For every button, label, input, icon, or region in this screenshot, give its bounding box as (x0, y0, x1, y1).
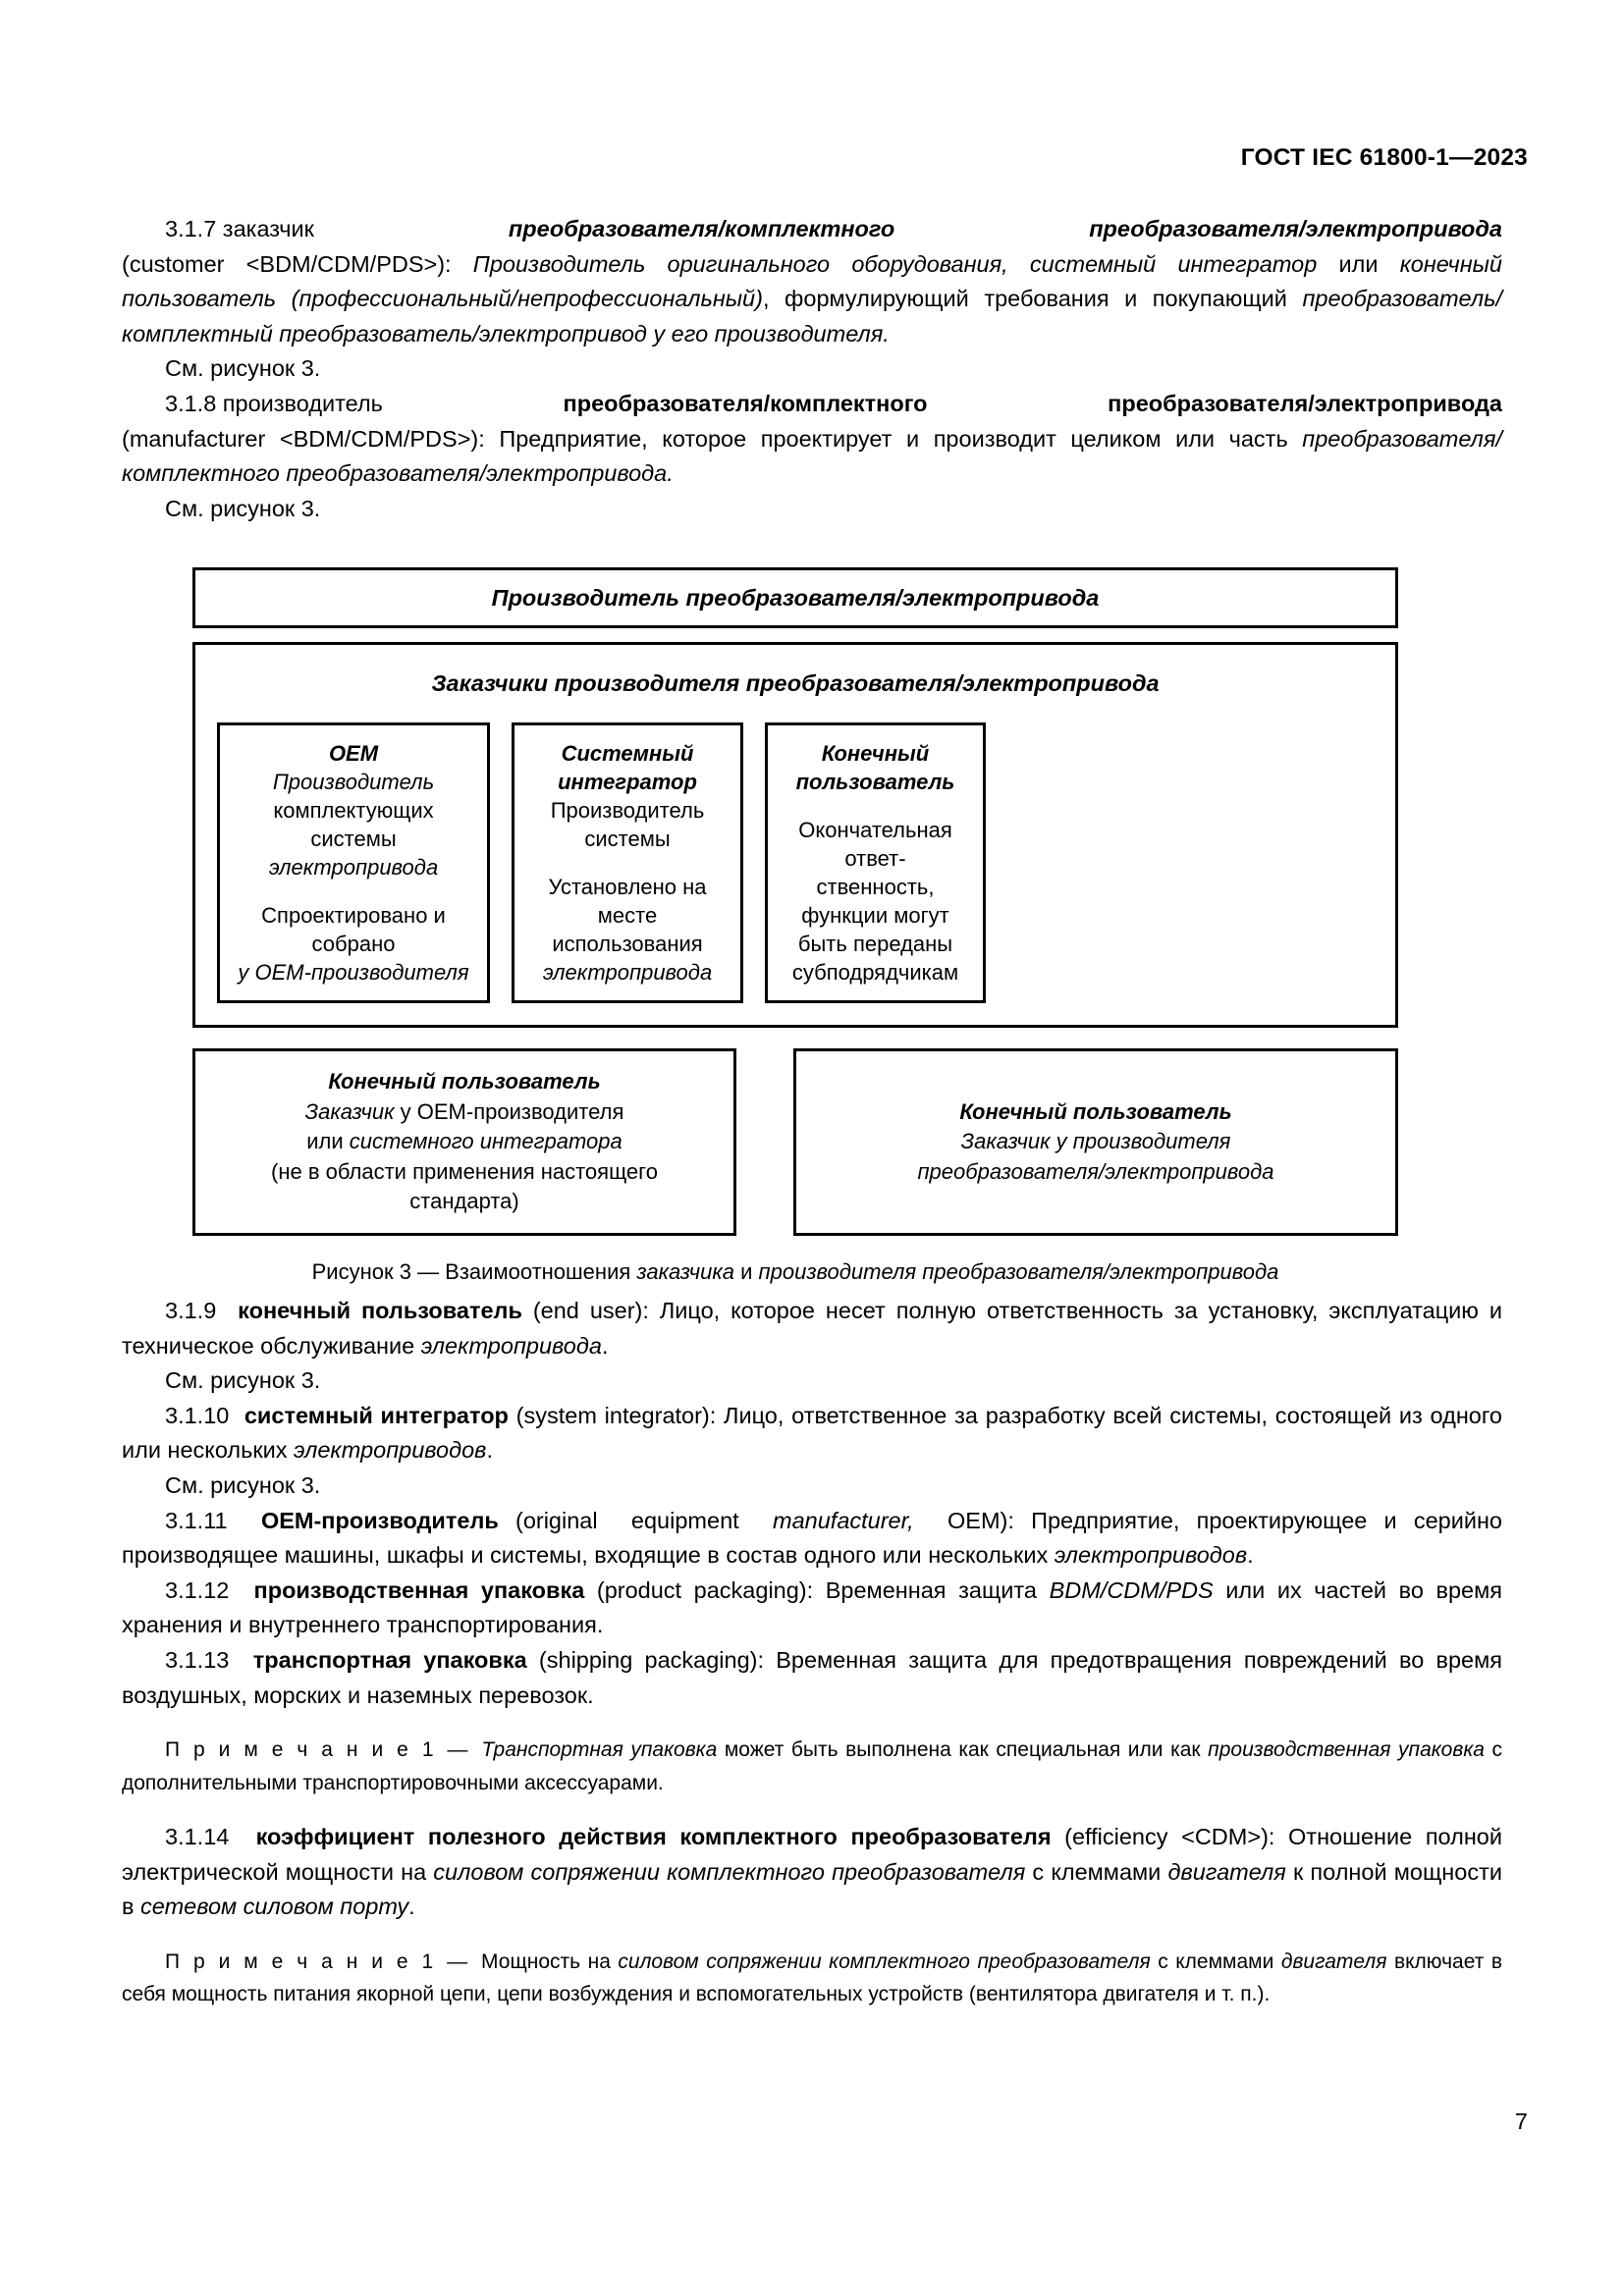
definition-term-3-1-14: коэффициент полезного действия комплектного преобразователя (255, 1823, 1052, 1849)
figure-bb1-line2 (207, 1127, 722, 1157)
definition-number-3-1-10: 3.1.10 (165, 1402, 230, 1428)
figure-bb1-head: Конечный пользователь (328, 1069, 601, 1094)
figure-bb1-line2-plain: или (306, 1129, 350, 1153)
figure-col-eu-bottom4: субподрядчикам (791, 960, 959, 985)
figure-box-manufacturer (192, 567, 1398, 628)
figure-caption-italic-2: производителя преобразователя/электропривода (758, 1258, 1279, 1284)
figure-col-eu-bottom3: быть переданы (797, 932, 953, 956)
note-1-label: П р и м е ч а н и е 1 — (165, 1738, 482, 1762)
figure-bottom-row (192, 1048, 1398, 1236)
figure-col-oem-spacer (230, 881, 477, 901)
figure-col-eu-head2: пользователь (795, 770, 955, 794)
see-figure-ref-3-1-8: См. рисунок 3. (165, 495, 321, 521)
figure-bb1-line1-italic: Заказчик (304, 1098, 395, 1124)
figure-col-oem (217, 722, 490, 1003)
see-figure-ref-3-1-10: См. рисунок 3. (165, 1471, 321, 1498)
figure-box-end-user-manufacturer (793, 1048, 1398, 1236)
figure-bb1-line3: (не в области применения настоящего (271, 1158, 658, 1184)
figure-col-si-spacer (524, 853, 731, 873)
definition-3-1-13: 3.1.13 транспортная упаковка (shipping packaging): Временная защита для предотвращения повреждений во время воздушных, морских и наземных перевозок. (122, 1646, 1502, 1708)
figure-3-caption (192, 1257, 1398, 1287)
figure-bb2-head: Конечный пользователь (959, 1098, 1232, 1124)
figure-bb1-line2-italic: системного интегратора (349, 1129, 623, 1153)
figure-col-si-head2: интегратор (558, 770, 697, 794)
definition-3-1-10: 3.1.10 системный интегратор (system integrator): Лицо, ответственное за разработку всей системы, состоящей из одного или нескольких электроприводов. (122, 1402, 1502, 1464)
definition-number-3-1-11: 3.1.11 (165, 1507, 228, 1533)
figure-bb1-line1-rest: у OEM-производителя (394, 1098, 624, 1124)
text-block-after-figure (122, 1294, 1502, 2011)
figure-col-end-user (765, 722, 986, 1003)
figure-col-oem-mid1: Производитель (272, 770, 435, 794)
figure-col-oem-bottom2: у OEM-производителя (238, 960, 469, 985)
definition-3-1-14: 3.1.14 коэффициент полезного действия комплектного преобразователя (efficiency <CDM>): Отношение полной электрической мощности на силовом сопряжении комплектного преобразователя с клеммами двигателя к полной мощности в сетевом силовом порту. (122, 1823, 1502, 1920)
definition-3-1-12: 3.1.12 производственная упаковка (product packaging): Временная защита BDM/CDM/PDS или их частей во время хранения и внутреннего транспортирования. (122, 1576, 1503, 1638)
definition-title-3-1-7 (122, 212, 1502, 247)
figure-col-si-mid1: Производитель (550, 798, 705, 823)
figure-col-eu-bottom2: ственность, функции могут (801, 875, 949, 928)
note-1-efficiency: П р и м е ч а н и е 1 — Мощность на силовом сопряжении комплектного преобразователя с клеммами двигателя включает в себя мощность питания якорной цепи, цепи возбуждения и вспомогательных устройств (вентилятора двигателя и т. п.). (122, 1949, 1503, 2006)
figure-3 (192, 567, 1398, 1287)
figure-col-si-bottom1: Установлено на месте (548, 875, 707, 928)
definition-body-3-1-7: (customer <BDM/CDM/PDS>): Производитель оригинального оборудования, системный интегратор или конечный пользователь (профессиональный/непрофессиональный), формулирующий требования и покупающий преобразователь/комплектный преобразователь/электропривод у его производителя. (122, 250, 1502, 347)
figure-col-si-bottom2: использования (552, 932, 703, 956)
definition-title-3-1-8 (122, 387, 1502, 422)
figure-col-system-integrator (512, 722, 743, 1003)
figure-bb2-line1: Заказчик у производителя (960, 1129, 1231, 1153)
definition-term-3-1-9: конечный пользователь (238, 1298, 522, 1323)
figure-customers-group-title: Заказчики производителя преобразователя/электропривода (431, 670, 1160, 696)
note-1-packaging: П р и м е ч а н и е 1 — Транспортная упаковка может быть выполнена как специальная или как производственная упаковка с дополнительными транспортировочными аксессуарами. (122, 1738, 1502, 1794)
figure-col-si-head1: Системный (561, 741, 694, 766)
definition-3-1-11: 3.1.11 OEM-производитель (original equipment manufacturer, OEM): Предприятие, проектирующее и серийно производящее машины, шкафы и системы, входящие в состав одного или нескольких электроприводов. (122, 1507, 1503, 1569)
definition-number-3-1-7: 3.1.7 заказчик (165, 216, 314, 241)
note-spacer-1 (122, 1713, 1502, 1734)
definition-3-1-9: 3.1.9 конечный пользователь (end user): Лицо, которое несет полную ответственность за установку, эксплуатацию и техническое обслуживание электропривода. (122, 1298, 1502, 1359)
definition-term-3-1-12: производственная упаковка (253, 1576, 585, 1603)
figure-col-eu-bottom1: Окончательная ответ- (798, 818, 952, 871)
figure-caption-mid: и (733, 1258, 759, 1284)
figure-col-oem-bottom1: Спроектировано и собрано (261, 903, 446, 956)
page-number: 7 (1514, 2109, 1528, 2134)
note-spacer-3 (122, 1925, 1502, 1946)
figure-col-oem-head: OEM (328, 741, 379, 766)
figure-col-eu-head1: Конечный (821, 741, 930, 766)
figure-box-end-user-oem (192, 1048, 736, 1236)
figure-bb2-line2: преобразователя/электропривода (917, 1158, 1274, 1184)
definition-term-tail-a-3-1-7: преобразователя/комплектного (508, 216, 895, 241)
definition-number-3-1-8: 3.1.8 производитель (165, 390, 383, 416)
see-figure-ref-3-1-7: См. рисунок 3. (165, 355, 321, 382)
definition-term-3-1-13: транспортная упаковка (252, 1646, 527, 1673)
definition-number-3-1-14: 3.1.14 (165, 1823, 230, 1849)
definition-term-tail-b-3-1-8: преобразователя/электропривода (1108, 390, 1502, 416)
figure-col-si-bottom3: электропривода (542, 960, 713, 985)
figure-box-manufacturer-label: Производитель преобразователя/электропривода (491, 584, 1100, 611)
figure-col-oem-mid3: электропривода (268, 855, 439, 880)
figure-bb1-line1 (207, 1097, 722, 1128)
definition-term-3-1-11: OEM-производитель (260, 1507, 499, 1533)
figure-customer-columns (217, 722, 1374, 1003)
definition-body-3-1-8: (manufacturer <BDM/CDM/PDS>): Предприятие, которое проектирует и производит целиком или часть преобразователя/комплектного преобразователя/электропривода. (122, 425, 1502, 487)
note-spacer-2 (122, 1799, 1502, 1820)
definition-term-tail-a-3-1-8: преобразователя/комплектного (563, 390, 928, 416)
text-block-before-figure (122, 212, 1502, 526)
figure-caption-italic-1: заказчика (636, 1258, 734, 1284)
figure-col-si-mid2: системы (584, 827, 671, 851)
definition-term-3-1-10: системный интегратор (244, 1402, 509, 1428)
figure-box-customers-group (192, 642, 1398, 1028)
figure-bb1-line4: стандарта) (409, 1189, 519, 1213)
definition-term-tail-b-3-1-7: преобразователя/электропривода (1089, 216, 1502, 241)
figure-col-eu-spacer (778, 796, 973, 816)
note-2-label: П р и м е ч а н и е 1 — (165, 1949, 482, 1973)
page-header-standard-title: ГОСТ IEC 61800-1—2023 (1240, 144, 1528, 171)
see-figure-ref-3-1-9: См. рисунок 3. (165, 1367, 321, 1394)
definition-number-3-1-9: 3.1.9 (165, 1298, 217, 1323)
definition-number-3-1-12: 3.1.12 (165, 1576, 230, 1603)
figure-caption-prefix: Рисунок 3 — Взаимоотношения (311, 1258, 637, 1284)
figure-col-oem-mid2: комплектующих системы (273, 798, 434, 851)
definition-number-3-1-13: 3.1.13 (165, 1646, 230, 1673)
